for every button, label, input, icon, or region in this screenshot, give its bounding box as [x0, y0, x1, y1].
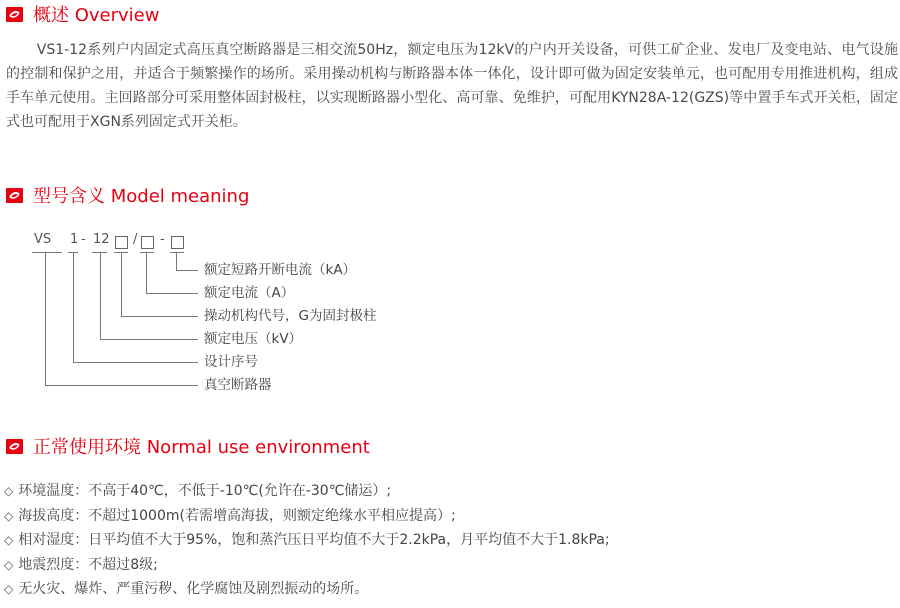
- leader-line: [100, 339, 198, 340]
- code-part-mechanism-box: [115, 236, 128, 249]
- environment-list: [4, 479, 610, 602]
- section-heading-environment: [6, 432, 370, 460]
- leader-line: [176, 252, 177, 270]
- list-item: [4, 528, 610, 553]
- label-breaking-current: 额定短路开断电流（kA）: [204, 262, 357, 278]
- list-item-text: 无火灾、爆炸、严重污秽、化学腐蚀及剧烈振动的场所。: [18, 581, 369, 598]
- label-vacuum-breaker: 真空断路器: [204, 377, 272, 393]
- underline: [170, 252, 184, 253]
- diamond-bullet-icon: ◇: [4, 582, 14, 597]
- code-part-current-box: [141, 236, 154, 249]
- section-title: 正常使用环境 Normal use environment: [33, 437, 370, 458]
- section-heading-model-meaning: [6, 181, 249, 209]
- section-title: 型号含义 Model meaning: [33, 186, 250, 207]
- list-item-text: 环境温度：不高于40℃，不低于-10℃(允许在-30℃储运）;: [18, 483, 392, 499]
- list-item: [4, 504, 610, 529]
- leader-line: [73, 362, 198, 363]
- overview-paragraph: [6, 38, 898, 134]
- list-item: [4, 479, 610, 504]
- label-rated-voltage: 额定电压（kV）: [204, 331, 303, 347]
- code-part-slash: /: [133, 232, 138, 247]
- diamond-bullet-icon: ◇: [4, 484, 14, 498]
- diamond-bullet-icon: ◇: [4, 533, 14, 548]
- leader-line: [146, 252, 147, 293]
- code-part-dash: -: [160, 232, 165, 247]
- red-square-logo-icon: [6, 439, 23, 454]
- leader-line: [121, 316, 198, 317]
- underline: [32, 252, 62, 253]
- diamond-bullet-icon: ◇: [4, 508, 14, 523]
- overview-text: VS1-12系列户内固定式高压真空断路器是三相交流50Hz，额定电压为12kV的户内开关设备，可供工矿企业、发电厂及变电站、电气设施的控制和保护之用，并适合于频繁操作的场所。采用操动机构与断路器本体一体化，设计即可做为固定安装单元，也可配用专用推进机构，组成手车单元使用。主回路部分可采用整体固封极柱，以实现断路器小型化、高可靠、免维护，可配用KYN28A-12(GZS)等中置手车式开关柜，固定式也可配用于XGN系列固定式开关柜。: [6, 42, 898, 130]
- code-part-dash: -: [81, 232, 86, 247]
- code-part-voltage: 12: [93, 232, 110, 247]
- code-part-vs: VS: [34, 232, 52, 247]
- model-code-diagram: [30, 228, 430, 398]
- underline: [140, 252, 154, 253]
- label-rated-current: 额定电流（A）: [204, 285, 295, 301]
- section-heading-overview: [6, 0, 159, 28]
- list-item: [4, 577, 610, 602]
- list-item-text: 地震烈度：不超过8级;: [18, 556, 158, 573]
- leader-line: [176, 270, 198, 271]
- code-part-breaking-box: [171, 236, 184, 249]
- code-part-series: 1: [70, 232, 79, 247]
- list-item-text: 海拔高度：不超过1000m(若需增高海拔，则额定绝缘水平相应提高）;: [18, 507, 456, 524]
- leader-line: [100, 252, 101, 339]
- diamond-bullet-icon: ◇: [4, 557, 14, 572]
- leader-line: [73, 252, 74, 362]
- leader-line: [45, 252, 46, 385]
- leader-line: [45, 385, 198, 386]
- section-title: 概述 Overview: [33, 5, 160, 26]
- red-square-logo-icon: [6, 188, 23, 203]
- label-mechanism-code: 操动机构代号，G为固封极柱: [204, 308, 377, 324]
- leader-line: [121, 252, 122, 316]
- label-design-number: 设计序号: [204, 354, 258, 370]
- list-item: [4, 553, 610, 578]
- leader-line: [146, 293, 198, 294]
- red-square-logo-icon: [6, 7, 23, 22]
- list-item-text: 相对湿度：日平均值不大于95%，饱和蒸汽压日平均值不大于2.2kPa，月平均值不大于1.8kPa;: [18, 532, 610, 549]
